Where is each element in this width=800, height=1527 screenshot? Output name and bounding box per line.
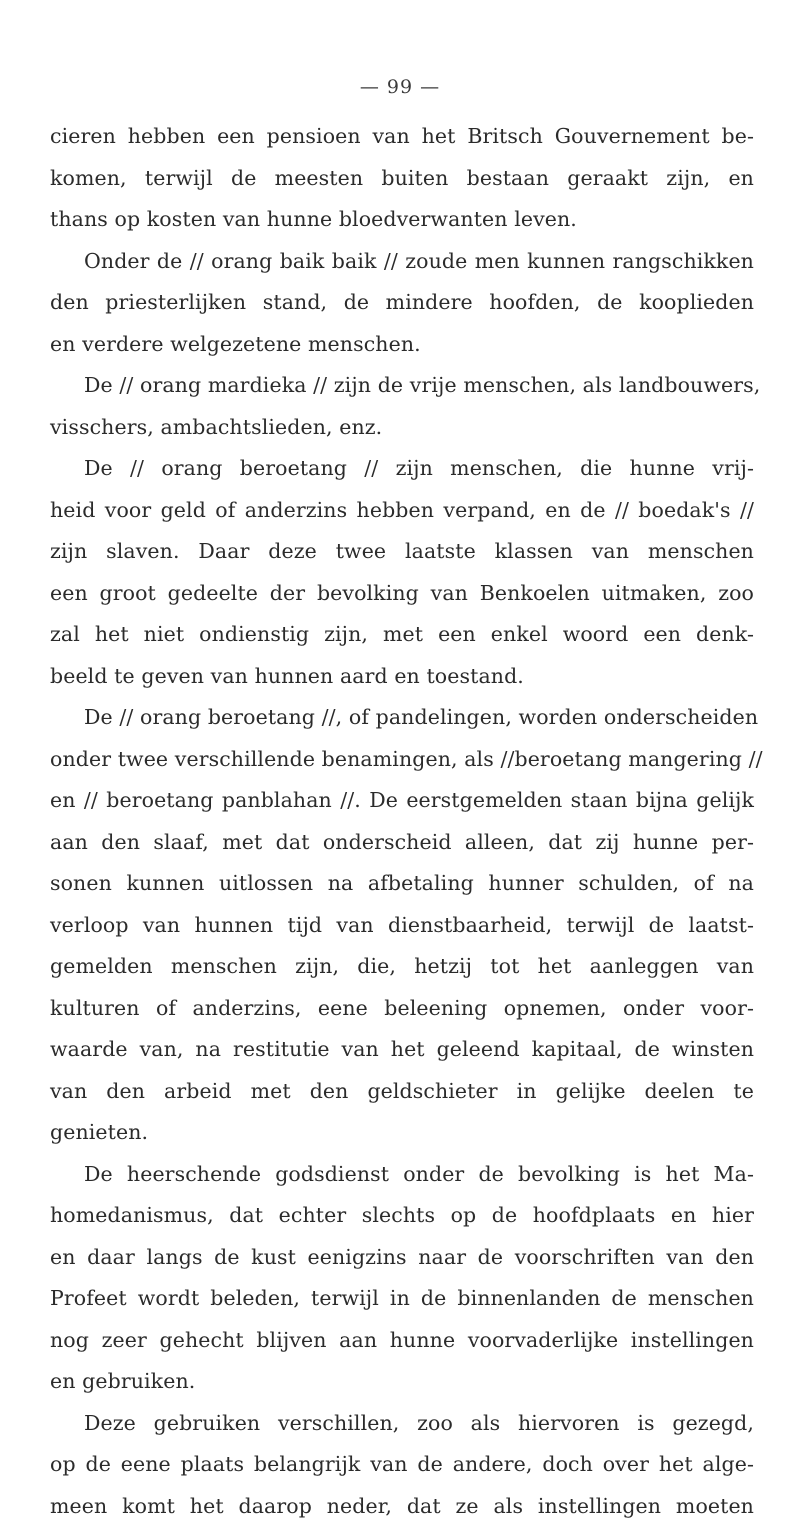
text-line: verloop van hunnen tijd van dienstbaarheid, terwijl de laatst- bbox=[50, 905, 754, 947]
text-line: De // orang beroetang // zijn menschen, die hunne vrij- bbox=[50, 448, 754, 490]
text-line: zal het niet ondienstig zijn, met een enkel woord een denk- bbox=[50, 614, 754, 656]
text-line: en daar langs de kust eenigzins naar de voorschriften van den bbox=[50, 1237, 754, 1279]
text-line: waarde van, na restitutie van het geleend kapitaal, de winsten bbox=[50, 1029, 754, 1071]
page-number: — 99 — bbox=[0, 76, 800, 98]
text-line: kulturen of anderzins, eene beleening opnemen, onder voor- bbox=[50, 988, 754, 1030]
text-line: en verdere welgezetene menschen. bbox=[50, 324, 754, 366]
text-line: cieren hebben een pensioen van het Britsch Gouvernement be- bbox=[50, 116, 754, 158]
body-text bbox=[50, 116, 754, 1527]
text-line: De // orang mardieka // zijn de vrije menschen, als landbouwers, bbox=[50, 365, 754, 407]
text-line: zijn slaven. Daar deze twee laatste klassen van menschen bbox=[50, 531, 754, 573]
text-line: en gebruiken. bbox=[50, 1361, 754, 1403]
text-line: De // orang beroetang //, of pandelingen, worden onderscheiden bbox=[50, 697, 754, 739]
text-line: komen, terwijl de meesten buiten bestaan geraakt zijn, en bbox=[50, 158, 754, 200]
text-line: genieten. bbox=[50, 1112, 754, 1154]
text-line: van den arbeid met den geldschieter in gelijke deelen te bbox=[50, 1071, 754, 1113]
text-line: beeld te geven van hunnen aard en toestand. bbox=[50, 656, 754, 698]
text-line: en // beroetang panblahan //. De eerstgemelden staan bijna gelijk bbox=[50, 780, 754, 822]
text-line: thans op kosten van hunne bloedverwanten leven. bbox=[50, 199, 754, 241]
text-line: gemelden menschen zijn, die, hetzij tot het aanleggen van bbox=[50, 946, 754, 988]
text-line: De heerschende godsdienst onder de bevolking is het Ma- bbox=[50, 1154, 754, 1196]
text-line: meen komt het daarop neder, dat ze als instellingen moeten bbox=[50, 1486, 754, 1527]
text-line: Deze gebruiken verschillen, zoo als hiervoren is gezegd, bbox=[50, 1403, 754, 1445]
text-line: een groot gedeelte der bevolking van Benkoelen uitmaken, zoo bbox=[50, 573, 754, 615]
text-line: Profeet wordt beleden, terwijl in de binnenlanden de menschen bbox=[50, 1278, 754, 1320]
text-line: visschers, ambachtslieden, enz. bbox=[50, 407, 754, 449]
text-line: nog zeer gehecht blijven aan hunne voorvaderlijke instellingen bbox=[50, 1320, 754, 1362]
text-line: den priesterlijken stand, de mindere hoofden, de kooplieden bbox=[50, 282, 754, 324]
text-line: onder twee verschillende benamingen, als //beroetang mangering // bbox=[50, 739, 754, 781]
text-line: op de eene plaats belangrijk van de andere, doch over het alge- bbox=[50, 1444, 754, 1486]
text-line: heid voor geld of anderzins hebben verpand, en de // boedak's // bbox=[50, 490, 754, 532]
text-line: sonen kunnen uitlossen na afbetaling hunner schulden, of na bbox=[50, 863, 754, 905]
text-line: aan den slaaf, met dat onderscheid alleen, dat zij hunne per- bbox=[50, 822, 754, 864]
text-line: Onder de // orang baik baik // zoude men kunnen rangschikken bbox=[50, 241, 754, 283]
text-line: homedanismus, dat echter slechts op de hoofdplaats en hier bbox=[50, 1195, 754, 1237]
